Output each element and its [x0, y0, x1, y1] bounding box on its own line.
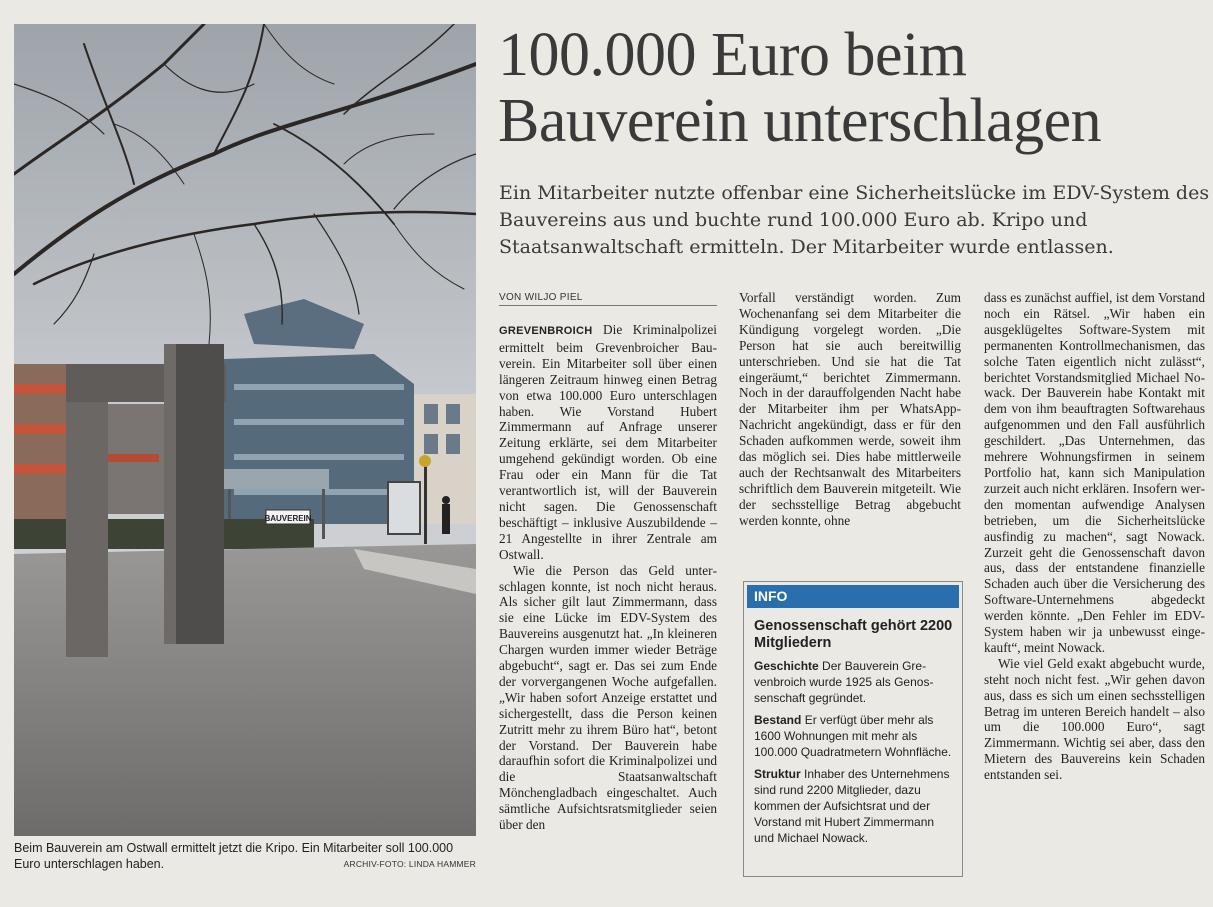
info-item-label: Struktur — [754, 767, 801, 781]
info-item-label: Bestand — [754, 713, 802, 727]
article-column-3 — [984, 290, 1205, 783]
info-tag: INFO — [747, 585, 959, 608]
bauverein-sign-text: BAUVEREIN — [264, 514, 312, 523]
article-paragraph: Wie die Person das Geld unterschlagen konnte, ist noch nicht heraus. Als sicher gilt laut Zimmermann, dass sie eine Lücke im EDV-System des Bauvereins ausgenutzt hat. „In kleineren Chargen wurden immer wieder Beträge abgebucht“, sagt er. Das sei zum Ende der vorvergangenen Woche aufgefallen. „Wir haben sofort Anzeige erstattet und sichergestellt, dass die Person keinen Zutritt mehr zu ihrem Büro hat“, betont der Vorstand. Der Bauverein habe daraufhin sofort die Kriminalpolizei und die Staatsanwaltschaft Mönchengladbach eingeschaltet. Auch sämtliche Aufsichtsratsmitglieder seien über den — [499, 562, 717, 833]
info-item — [754, 766, 954, 846]
info-item — [754, 712, 954, 760]
info-item-text: Inhaber des Unternehmens sind rund 2200 Mitglieder, dazu kommen der Aufsichtsrat und der Vorstand mit Hubert Zimmermann und Michael Nowack. — [754, 767, 950, 845]
article-column-1 — [499, 322, 717, 833]
headline: 100.000 Euro beim Bauverein unterschlagen — [498, 21, 1102, 155]
article-photo — [14, 24, 476, 836]
photo-caption-block — [14, 840, 476, 872]
article-column-2 — [739, 290, 961, 529]
byline: VON WILJO PIEL — [499, 292, 717, 306]
photo-credit: ARCHIV-FOTO: LINDA HAMMER — [343, 859, 476, 869]
info-item-text: Der Bauverein Grevenbroich wurde 1925 als Genossenschaft gegründet. — [754, 659, 934, 705]
article-paragraph: Wie viel Geld exakt abgebucht wurde, steht noch nicht fest. „Wir gehen davon aus, dass es sich um einen sechsstelligen Betrag im unteren Bereich handelt – also um die 100.000 Euro“, sagt Zimmermann. Wichtig sei aber, dass den Mietern des Bauvereins kein Schaden entstanden sei. — [984, 655, 1205, 783]
info-title: Genossenschaft gehört 2200 Mitgliedern — [754, 618, 953, 651]
dateline: GREVENBROICH — [499, 325, 593, 337]
info-item-text: Er verfügt über mehr als 1600 Wohnungen mit mehr als 100.000 Quadratmetern Wohnfläche. — [754, 713, 952, 759]
info-item — [754, 658, 954, 706]
article-paragraph — [499, 322, 717, 563]
teaser: Ein Mitarbeiter nutzte offenbar eine Sicherheitslücke im EDV-System des Bauvereins aus und buchte rund 100.000 Euro ab. Kripo und Staatsanwaltschaft ermitteln. Der Mitarbeiter wurde entlassen. — [499, 182, 1210, 258]
article-paragraph: Vorfall verständigt worden. Zum Wochenanfang sei dem Mitarbeiter die Kündigung vorgelegt worden. „Die Person hat sie auch bereitwillig unterschrieben. Und sie hat die Tat eingeräumt,“ berichtet Zimmermann. Noch in der darauffolgenden Nacht habe der Mitarbeiter ihm per WhatsApp-Nachricht angekündigt, dass er für den Schaden aufkommen werde, soweit ihm das möglich sei. Dies habe mittlerweile auch der Rechtsanwalt des Mitarbeiters schriftlich dem Bauverein mitgeteilt. Wie der sechsstellige Betrag abgebucht werden konnte, ohne — [739, 290, 961, 528]
photo-caption: Beim Bauverein am Ostwall ermittelt jetzt die Kripo. Ein Mitarbeiter soll 100.000 Euro unterschlagen haben. — [14, 841, 454, 871]
info-box — [743, 581, 963, 877]
info-item-label: Geschichte — [754, 659, 819, 673]
paragraph-text: Die Kriminalpolizei ermittelt beim Grevenbroicher Bauverein. Ein Mitarbeiter soll über einen längeren Zeitraum hinweg einen Betrag von etwa 100.000 Euro unterschlagen haben. Wie Vorstand Hubert Zimmermann auf Anfrage unserer Zeitung erklärte, sei dem Mitarbeiter umgehend gekündigt worden. Ob eine Frau oder ein Mann für die Tat verantwortlich ist, will der Bauverein nicht sagen. Die Genossenschaft beschäftigt – inklusive Auszubildende – 21 Angestellte in ihrer Zentrale am Ostwall. — [499, 322, 717, 562]
article-paragraph: dass es zunächst auffiel, ist dem Vorstand noch ein Rätsel. „Wir haben ein ausgeklügeltes Software-System mit permanenten Kontrollmechanismen, das solche Taten eigentlich nicht zulässt“, berichtet Vorstandsmitglied Michael Nowack. Der Bauverein habe Kontakt mit dem von ihm beauftragten Softwarehaus aufgenommen und den Fall ausführlich geschildert. „Das Unternehmen, das mehrere Wohnungsfirmen in seinem Portfolio hat, kann sich Manipulation zurzeit auch nicht erklären. Insofern werden momentan aufwendige Analysen betrieben, um die Sicherheitslücke ausfindig zu machen“, sagt Nowack. Zurzeit geht die Genossenschaft davon aus, dass der entstandene finanzielle Schaden auch über die Versicherung des Software-Unternehmens abgedeckt werden könnte. „Den Fehler im EDV-System haben wir ja unbewusst eingekauft“, meint Nowack. — [984, 290, 1205, 655]
photo-illustration — [14, 24, 476, 836]
